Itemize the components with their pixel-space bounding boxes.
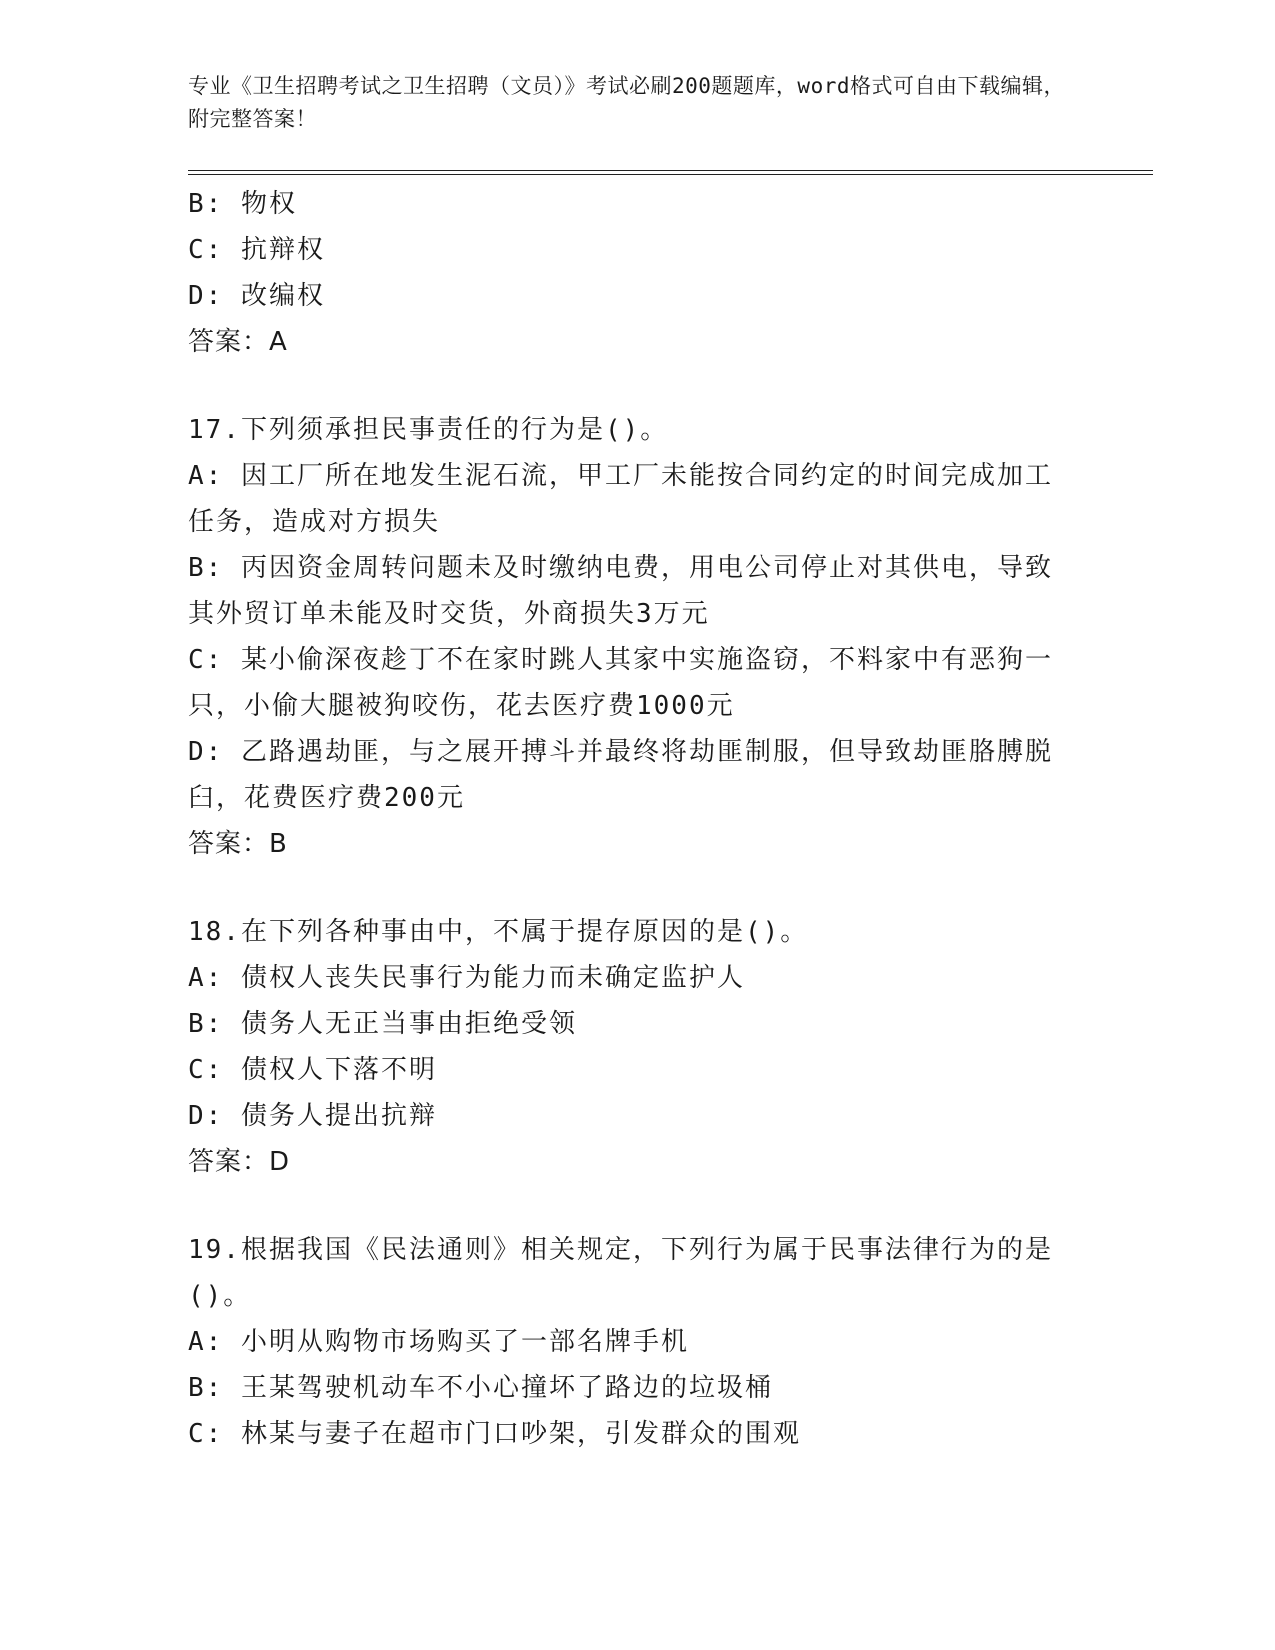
question-19	[188, 1227, 1068, 1457]
question-stem: 18.在下列各种事由中，不属于提存原因的是()。	[188, 917, 809, 947]
option-b: B: 债务人无正当事由拒绝受领	[188, 1009, 577, 1039]
option-b: B: 物权	[188, 189, 297, 219]
answer: 答案：A	[188, 327, 288, 357]
question-17	[188, 407, 1068, 867]
question-list	[188, 181, 1068, 1457]
option-d: D: 改编权	[188, 281, 325, 311]
document-header: 专业《卫生招聘考试之卫生招聘（文员）》考试必刷200题题库，word格式可自由下载编辑，附完整答案！	[188, 74, 1065, 131]
question-18	[188, 909, 1068, 1185]
question-16-tail	[188, 181, 1068, 365]
question-stem: 19.根据我国《民法通则》相关规定，下列行为属于民事法律行为的是()。	[188, 1235, 1053, 1311]
option-c: C: 债权人下落不明	[188, 1055, 437, 1085]
option-d: D: 债务人提出抗辩	[188, 1101, 437, 1131]
option-a: A: 债权人丧失民事行为能力而未确定监护人	[188, 963, 745, 993]
header-divider	[188, 170, 1153, 175]
question-stem: 17.下列须承担民事责任的行为是()。	[188, 415, 669, 445]
document-page	[188, 70, 1153, 1457]
option-c: C: 抗辩权	[188, 235, 325, 265]
answer: 答案：B	[188, 829, 288, 859]
option-c: C: 林某与妻子在超市门口吵架，引发群众的围观	[188, 1419, 801, 1449]
option-d: D: 乙路遇劫匪，与之展开搏斗并最终将劫匪制服，但导致劫匪胳膊脱臼，花费医疗费200元	[188, 737, 1053, 813]
option-c: C: 某小偷深夜趁丁不在家时跳人其家中实施盗窃，不料家中有恶狗一只，小偷大腿被狗咬伤，花去医疗费1000元	[188, 645, 1053, 721]
option-b: B: 丙因资金周转问题未及时缴纳电费，用电公司停止对其供电，导致其外贸订单未能及时交货，外商损失3万元	[188, 553, 1053, 629]
option-a: A: 小明从购物市场购买了一部名牌手机	[188, 1327, 689, 1357]
option-a: A: 因工厂所在地发生泥石流，甲工厂未能按合同约定的时间完成加工任务，造成对方损失	[188, 461, 1053, 537]
option-b: B: 王某驾驶机动车不小心撞坏了路边的垃圾桶	[188, 1373, 773, 1403]
answer: 答案：D	[188, 1147, 291, 1177]
